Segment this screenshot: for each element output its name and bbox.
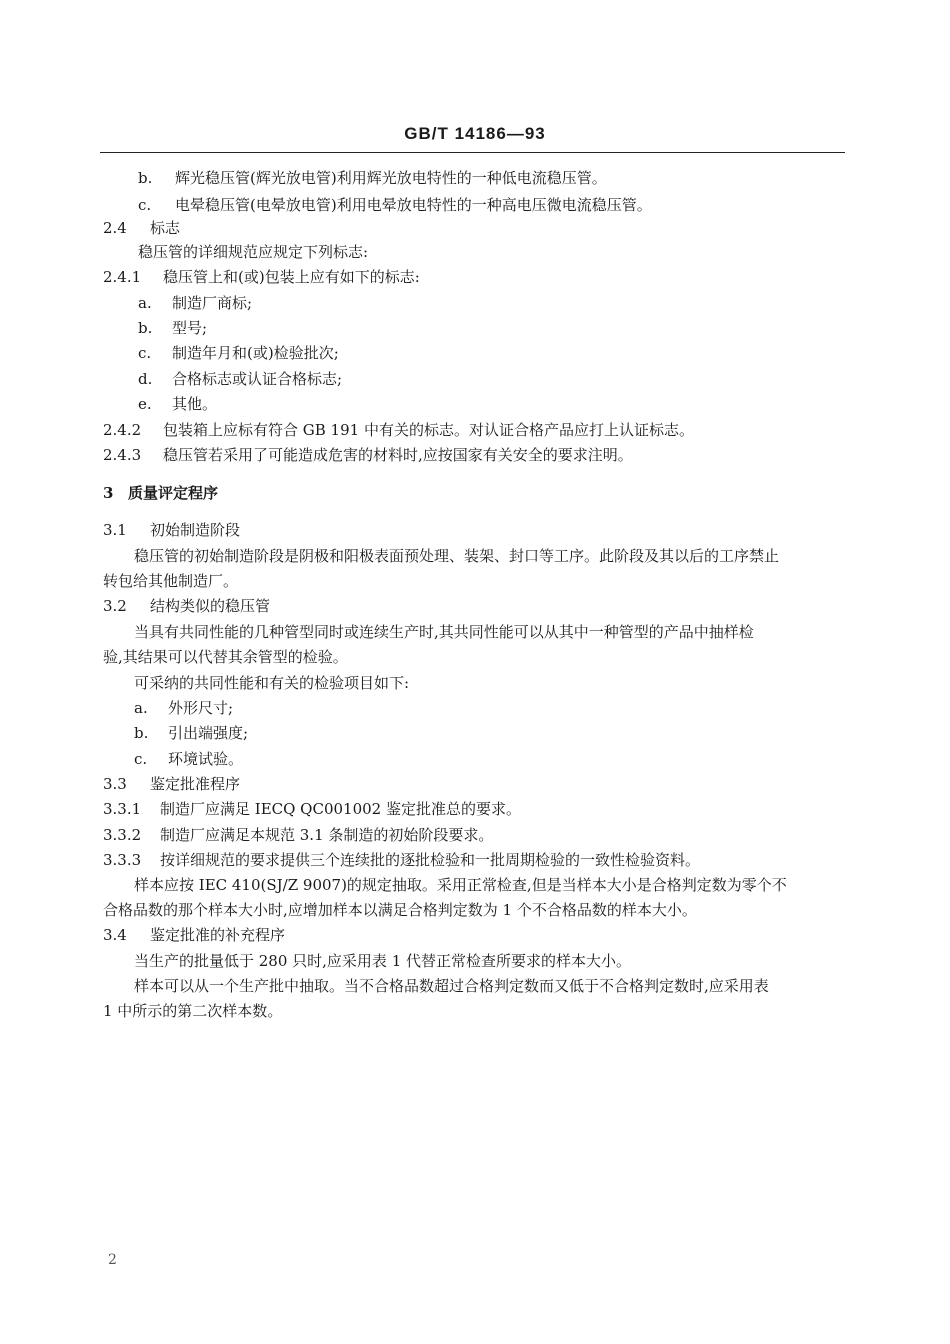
paragraph-line: 稳压管的详细规范应规定下列标志: <box>138 243 369 261</box>
section-heading: 结构类似的稳压管 <box>150 597 271 615</box>
section-text: 制造厂应满足本规范 3.1 条制造的初始阶段要求。 <box>160 826 494 844</box>
chapter-heading: 质量评定程序 <box>128 484 219 502</box>
paragraph-line: 样本可以从一个生产批中抽取。当不合格品数超过合格判定数而又低于不合格判定数时,应采用表 <box>134 977 769 995</box>
section-number: 3.3.3 <box>103 851 142 869</box>
item-text: 外形尺寸; <box>168 699 234 717</box>
item-text: 制造厂商标; <box>172 294 253 312</box>
paragraph-line: 当具有共同性能的几种管型同时或连续生产时,其共同性能可以从其中一种管型的产品中抽样检 <box>134 623 754 641</box>
item-label: e. <box>138 395 152 413</box>
item-label: b. <box>138 169 153 187</box>
paragraph-line: 验,其结果可以代替其余管型的检验。 <box>103 648 348 666</box>
standard-code: GB/T 14186—93 <box>404 124 546 143</box>
item-label: c. <box>134 750 148 768</box>
section-number: 2.4.1 <box>103 268 142 286</box>
paragraph-line: 可采纳的共同性能和有关的检验项目如下: <box>134 674 410 692</box>
item-label: b. <box>134 724 149 742</box>
section-number: 3.1 <box>103 521 127 539</box>
section-number: 3.2 <box>103 597 127 615</box>
paragraph-line: 转包给其他制造厂。 <box>103 572 239 590</box>
item-text: 电晕稳压管(电晕放电管)利用电晕放电特性的一种高电压微电流稳压管。 <box>175 196 652 214</box>
section-number: 3.3 <box>103 775 127 793</box>
section-number: 3.3.1 <box>103 800 142 818</box>
item-text: 环境试验。 <box>168 750 244 768</box>
paragraph-line: 合格品数的那个样本大小时,应增加样本以满足合格判定数为 1 个不合格品数的样本大小。 <box>103 901 697 919</box>
section-number: 3.3.2 <box>103 826 142 844</box>
item-text: 引出端强度; <box>168 724 249 742</box>
section-text: 包装箱上应标有符合 GB 191 中有关的标志。对认证合格产品应打上认证标志。 <box>163 421 694 439</box>
paragraph-line: 1 中所示的第二次样本数。 <box>103 1002 283 1020</box>
page-number: 2 <box>108 1252 117 1268</box>
section-heading: 鉴定批准的补充程序 <box>150 926 286 944</box>
section-number: 2.4.2 <box>103 421 142 439</box>
section-heading: 鉴定批准程序 <box>150 775 241 793</box>
item-text: 制造年月和(或)检验批次; <box>172 344 339 362</box>
header-rule <box>100 152 845 153</box>
section-text: 按详细规范的要求提供三个连续批的逐批检验和一批周期检验的一致性检验资料。 <box>160 851 701 869</box>
paragraph-line: 稳压管的初始制造阶段是阴极和阳极表面预处理、装架、封口等工序。此阶段及其以后的工序禁止 <box>134 547 780 565</box>
paragraph-line: 样本应按 IEC 410(SJ/Z 9007)的规定抽取。采用正常检查,但是当样本大小是合格判定数为零个不 <box>134 876 787 894</box>
item-label: d. <box>138 370 153 388</box>
item-text: 合格标志或认证合格标志; <box>172 370 343 388</box>
item-label: c. <box>138 344 152 362</box>
section-number: 2.4.3 <box>103 446 142 464</box>
item-text: 辉光稳压管(辉光放电管)利用辉光放电特性的一种低电流稳压管。 <box>175 169 607 187</box>
item-label: a. <box>138 294 152 312</box>
item-label: b. <box>138 319 153 337</box>
chapter-number: 3 <box>103 484 114 502</box>
section-number: 2.4 <box>103 219 127 237</box>
section-text: 制造厂应满足 IECQ QC001002 鉴定批准总的要求。 <box>160 800 521 818</box>
item-label: a. <box>134 699 148 717</box>
item-text: 其他。 <box>172 395 218 413</box>
section-text: 稳压管上和(或)包装上应有如下的标志: <box>163 268 420 286</box>
section-number: 3.4 <box>103 926 127 944</box>
paragraph-line: 当生产的批量低于 280 只时,应采用表 1 代替正常检查所要求的样本大小。 <box>134 952 632 970</box>
item-label: c. <box>138 196 152 214</box>
item-text: 型号; <box>172 319 208 337</box>
section-heading: 标志 <box>150 219 181 237</box>
section-heading: 初始制造阶段 <box>150 521 241 539</box>
section-text: 稳压管若采用了可能造成危害的材料时,应按国家有关安全的要求注明。 <box>163 446 633 464</box>
